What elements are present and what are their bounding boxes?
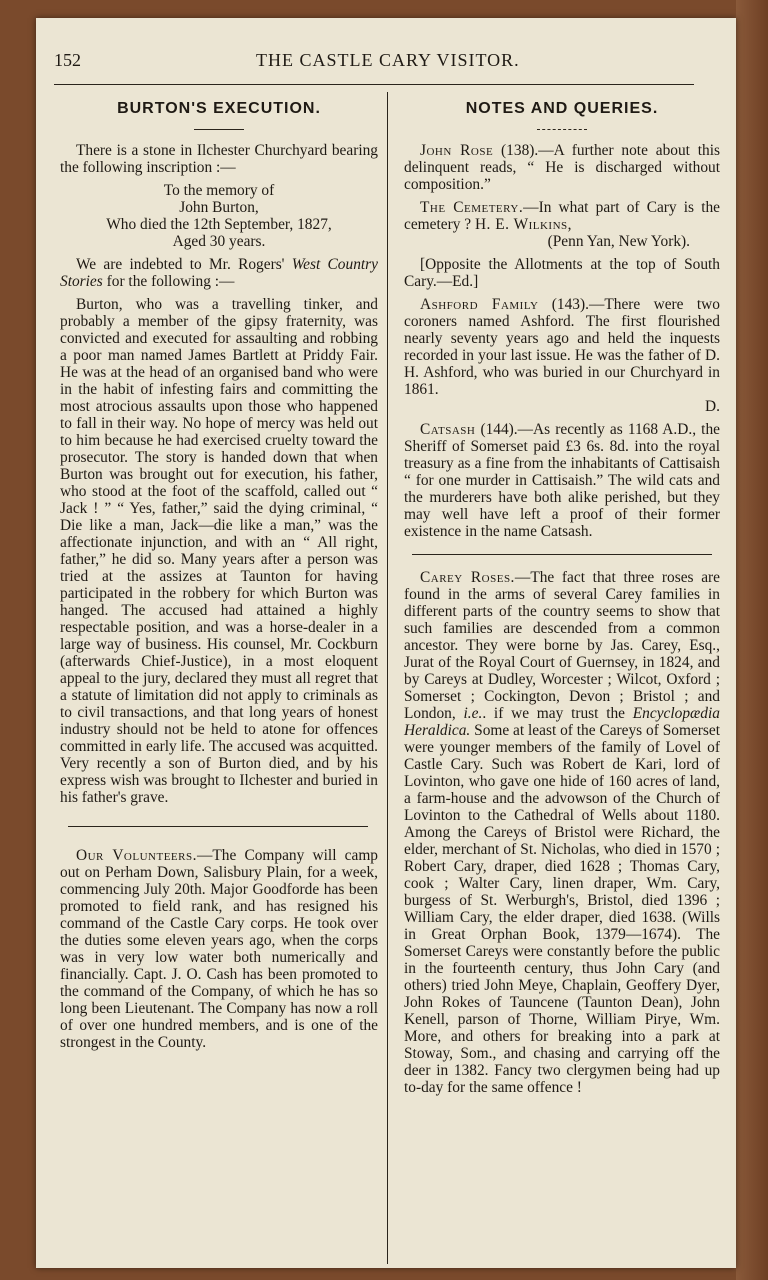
inscription-line: Who died the 12th September, 1827, <box>106 216 332 233</box>
burton-story: Burton, who was a travelling tinker, and probably a member of the gipsy fraternity, was convicted and executed for assaulting and robbing a poor man named James Bartlett at Priddy Fair. He was at the head of an organised band who were in the habit of infesting fairs and committing the most atrocious assaults upon those who happened to fall in their way. No hope of mercy was held out to him because he had exercised cruelty toward the prosecutor. The story is handed down that when Burton was brought out for execution, his father, who stood at the foot of the scaffold, called out “ Jack ! ” “ Yes, father,” said the dying criminal, “ Die like a man, Jack—die like a man,” was the affectionate injunction, and with an “ All right, father,” he did so. Many years after a person was tried at the assizes at Taunton for having participated in the robbery for which Burton was hanged. The accused had attained a highly respectable position, and was a horse-dealer in a large way of business. His counsel, Mr. Cockburn (afterwards Chief-Justice), in a most eloquent appeal to the jury, declared they must all regret that a statute of limitation did not apply to criminals as to civil transactions, and that long years of honest industry should not be held to atone for offences committed in early life. The accused was acquitted. Very recently a son of Burton died, and by his express wish was brought to Ilchester and buried in his father's grave. <box>60 296 378 806</box>
catsash-title: Catsash <box>420 421 476 438</box>
section-rule <box>412 554 712 555</box>
running-title: THE CASTLE CARY VISITOR. <box>256 50 520 70</box>
notes-heading: NOTES AND QUERIES. <box>465 100 659 117</box>
source-title: West Country Stories <box>60 256 378 290</box>
carey-ie: i.e. <box>463 705 483 722</box>
volunteers-title: Our Volunteers. <box>76 847 197 864</box>
source-note <box>60 256 378 290</box>
ashford-note <box>404 296 720 415</box>
ashford-title: Ashford Family <box>420 296 539 313</box>
inscription-line: Aged 30 years. <box>172 233 266 250</box>
ashford-signature: D. <box>705 398 720 415</box>
cemetery-note <box>404 199 720 250</box>
volunteers-body: —The Company will camp out on Perham Down, Salisbury Plain, for a week, commencing July 20th. Major Goodforde has been promoted to field rank, and has resigned his command of the Castle Cary corps. He took over the duties some eleven years ago, when the corps was in very low water both numerically and financially. Capt. J. O. Cash has been promoted to the command of the Company, of which he has so long been Lieutenant. The Company has now a roll of over one hundred members, and is one of the strongest in the County. <box>60 847 379 1051</box>
page-header <box>54 48 714 78</box>
carey-body-2: . if we may trust the <box>482 705 625 722</box>
source-post: for the following :— <box>106 273 235 290</box>
inscription-line: To the memory of <box>163 182 275 199</box>
carey-roses-note <box>404 569 720 1096</box>
cemetery-signature: H. E. Wilkins, <box>474 216 572 233</box>
page-number: 152 <box>54 50 81 70</box>
cemetery-body: —In what part of Cary is the cemetery ? <box>404 199 720 233</box>
header-rule <box>54 84 694 85</box>
cemetery-answer: [Opposite the Allotments at the top of South Cary.—Ed.] <box>404 256 720 290</box>
inscription <box>60 182 378 250</box>
section-rule <box>68 826 368 827</box>
catsash-note <box>404 421 720 540</box>
burton-intro: There is a stone in Ilchester Churchyard bearing the following inscription :— <box>60 142 378 176</box>
carey-body-1: —The fact that three roses are found in the arms of several Carey families in different parts of the country seems to show that such families are descended from a common ancestor. They were borne by Jas. Carey, Esq., Jurat of the Royal Court of Guernsey, in 1824, and by Careys at Dudley, Worcester ; Wilcot, Oxford ; Somerset ; Cockington, Devon ; Bristol ; and London, <box>404 569 721 722</box>
catsash-body: (144).—As recently as 1168 A.D., the Sheriff of Somerset paid £3 6s. 8d. into the royal treasury as a fine from the inhabitants of Cattisaish “ for one murder in Cattisaish.” The wild cats and the murderers have both alike perished, but they may well have left a proof of their former existence in the name Catsash. <box>404 421 720 540</box>
carey-book-title: Encyclopædia Heraldica. <box>404 705 720 739</box>
burton-heading: BURTON'S EXECUTION. <box>117 100 321 117</box>
right-column <box>404 98 720 1102</box>
cemetery-place: (Penn Yan, New York). <box>547 233 690 250</box>
heading-rule <box>194 129 244 130</box>
john-rose-note <box>404 142 720 193</box>
ashford-body: (143).—There were two coroners named Ashford. The first flourished nearly seventy years ago and held the inquests recorded in your last issue. He was the father of D. H. Ashford, who was buried in our Churchyard in 1861. <box>404 296 720 398</box>
inscription-line: John Burton, <box>179 199 259 216</box>
rose-body: (138).—A further note about this delinquent reads, “ He is discharged without composition.” <box>404 142 721 193</box>
carey-body-3: Some at least of the Careys of Somerset were younger members of the family of Lovel of Castle Cary. Such was Robert de Kari, lord of Lovinton, who gave one hide of 160 acres of land, a farm-house and the advowson of the Church of Lovinton to the Cathedral of Wells about 1180. Among the Careys of Bristol were Richard, the elder, merchant of St. Nicholas, who died in 1570 ; Robert Cary, draper, died 1628 ; Thomas Cary, cook ; Walter Cary, linen draper, Wm. Cary, burgess of St. Werburgh's, Bristol, died 1396 ; William Cary, the elder draper, died 1638. (Wills in Great Orphan Book, 1379—1674). The Somerset Careys were constantly before the public in the fourteenth century, thus John Cary (and others) tried John Meye, Chaplain, Geoffery Dyer, John Rokes of Tauncene (Taunton Dean), John Kenell, parson of Thorne, William Pirye, Wm. More, and others for breaking into a park at Stoway, Som., and chasing and carrying off the deer in 1382. Fancy two clergymen being had up to-day for the same offence ! <box>404 722 720 1096</box>
carey-title: Carey Roses. <box>420 569 515 586</box>
cemetery-title: The Cemetery. <box>420 199 524 216</box>
heading-rule <box>537 129 587 130</box>
page <box>36 18 736 1268</box>
book-edge <box>736 0 768 1280</box>
column-divider <box>387 92 388 1264</box>
rose-title: John Rose <box>420 142 494 159</box>
left-column <box>60 98 378 1057</box>
source-pre: We are indebted to Mr. Rogers' <box>76 256 285 273</box>
volunteers-article <box>60 847 378 1051</box>
